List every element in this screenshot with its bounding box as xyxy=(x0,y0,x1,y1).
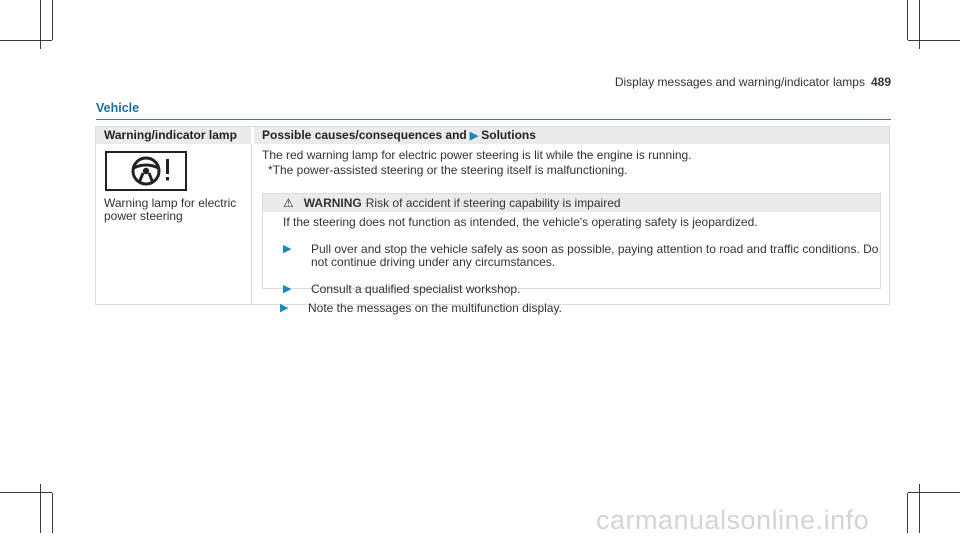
col-header-lamp: Warning/indicator lamp xyxy=(96,127,251,144)
crop-mark xyxy=(919,0,920,49)
crop-mark xyxy=(907,0,908,40)
col-header-solutions-text: Solutions xyxy=(481,128,536,142)
arrow-right-icon: ▶ xyxy=(283,243,292,255)
warning-header xyxy=(263,194,880,212)
step-text: Consult a qualified specialist workshop. xyxy=(311,282,521,296)
cause-note: *The power-assisted steering or the steering itself is malfunctioning. xyxy=(268,163,628,177)
crop-mark xyxy=(908,492,960,493)
crop-mark xyxy=(40,0,41,49)
warning-title: Risk of accident if steering capability is impaired xyxy=(365,196,621,210)
lamp-table xyxy=(95,126,890,315)
warning-triangle-icon: ⚠ xyxy=(283,196,294,210)
solution-item xyxy=(280,302,881,315)
list-item xyxy=(283,283,880,296)
section-divider xyxy=(96,119,891,120)
warning-box xyxy=(262,193,881,296)
warning-body xyxy=(263,212,880,296)
section-title: Vehicle xyxy=(96,101,140,115)
page-number: 489 xyxy=(870,75,891,89)
crop-mark xyxy=(0,492,52,493)
arrow-right-icon: ▶ xyxy=(280,302,289,314)
crop-mark xyxy=(908,40,960,41)
running-header xyxy=(615,75,891,89)
lamp-description: Warning lamp for electric power steering xyxy=(104,196,237,223)
watermark: carmanualsonline.info xyxy=(596,505,870,535)
solution-text: Note the messages on the multifunction display. xyxy=(308,301,562,315)
col-header-causes xyxy=(254,127,889,144)
crop-mark xyxy=(907,493,908,533)
warning-label: WARNING xyxy=(303,196,362,210)
arrow-right-icon: ▶ xyxy=(283,283,292,295)
crop-mark xyxy=(52,493,53,533)
step-text: Pull over and stop the vehicle safely as soon as possible, paying attention to road and traffic conditions. Do not continue driving under any circumstances. xyxy=(311,242,879,269)
col-header-causes-text: Possible causes/consequences and xyxy=(262,128,467,142)
warning-text: If the steering does not function as intended, the vehicle's operating safety is jeopardized. xyxy=(283,215,758,229)
crop-mark xyxy=(52,0,53,40)
header-title: Display messages and warning/indicator lamps xyxy=(614,75,865,89)
column-divider xyxy=(251,144,252,304)
cause-text: The red warning lamp for electric power steering is lit while the engine is running. xyxy=(262,148,692,162)
list-item xyxy=(283,243,880,269)
causes-cell xyxy=(262,149,881,315)
steering-wheel-warning-icon xyxy=(105,151,187,191)
crop-mark xyxy=(0,40,52,41)
arrow-right-icon: ▶ xyxy=(469,130,479,142)
